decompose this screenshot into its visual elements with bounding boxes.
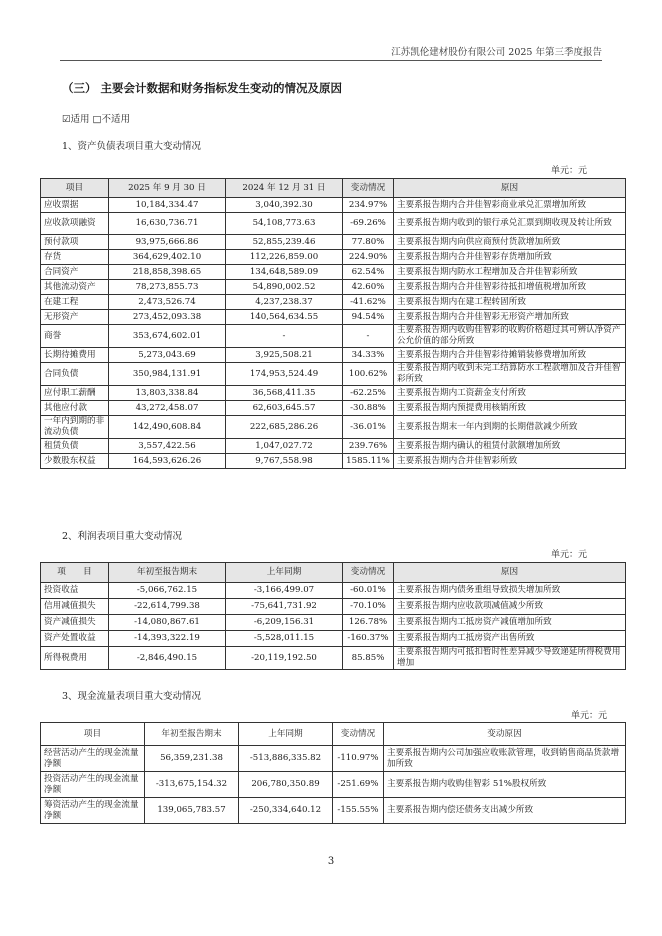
item-cell: 预付款项 xyxy=(41,235,109,250)
prior-value-cell: -20,119,192.50 xyxy=(226,647,343,670)
column-header: 变动情况 xyxy=(333,723,384,746)
change-cell: 34.33% xyxy=(343,348,394,363)
cashflow-table xyxy=(40,722,626,824)
prior-value-cell: 1,047,027.72 xyxy=(226,439,343,454)
item-cell: 少数股东权益 xyxy=(41,454,109,469)
prior-value-cell: 9,767,558.98 xyxy=(226,454,343,469)
current-value-cell: -22,614,799.38 xyxy=(109,599,226,615)
table-row xyxy=(41,348,626,363)
item-cell: 在建工程 xyxy=(41,295,109,310)
table-header-row xyxy=(41,179,626,198)
current-value-cell: 164,593,626.26 xyxy=(109,454,226,469)
income-unit: 单元：元 xyxy=(551,550,588,560)
prior-value-cell: 3,925,508.21 xyxy=(226,348,343,363)
current-value-cell: 350,984,131.91 xyxy=(109,363,226,386)
income-subtitle: 2、利润表项目重大变动情况 xyxy=(62,531,183,542)
table-row xyxy=(41,198,626,213)
prior-value-cell: -75,641,731.92 xyxy=(226,599,343,615)
table-row xyxy=(41,798,626,824)
prior-value-cell: 222,685,286.26 xyxy=(226,416,343,439)
item-cell: 应收款项融资 xyxy=(41,213,109,235)
column-header: 项目 xyxy=(41,179,109,198)
reason-cell: 主要系报告期内合并佳智彩存货增加所致 xyxy=(394,250,626,265)
current-value-cell: 10,184,334.47 xyxy=(109,198,226,213)
reason-cell: 主要系报告期末一年内到期的长期借款减少所致 xyxy=(394,416,626,439)
reason-cell: 主要系报告期内收到的银行承兑汇票到期收现及转让所致 xyxy=(394,213,626,235)
item-cell: 长期待摊费用 xyxy=(41,348,109,363)
prior-value-cell: 54,890,002.52 xyxy=(226,280,343,295)
change-cell: -30.88% xyxy=(343,401,394,416)
current-value-cell: 364,629,402.10 xyxy=(109,250,226,265)
reason-cell: 主要系报告期内预提费用核销所致 xyxy=(394,401,626,416)
reason-cell: 主要系报告期内合并佳智彩无形资产增加所致 xyxy=(394,310,626,325)
item-cell: 应付职工薪酬 xyxy=(41,386,109,401)
prior-value-cell: 52,855,239.46 xyxy=(226,235,343,250)
prior-value-cell: 206,780,350.89 xyxy=(239,772,333,798)
table-row xyxy=(41,599,626,615)
column-header: 变动情况 xyxy=(343,179,394,198)
table-row xyxy=(41,325,626,348)
change-cell: -70.10% xyxy=(343,599,394,615)
change-cell: 100.62% xyxy=(343,363,394,386)
current-value-cell: 5,273,043.69 xyxy=(109,348,226,363)
current-value-cell: -14,393,322.19 xyxy=(109,631,226,647)
item-cell: 信用减值损失 xyxy=(41,599,109,615)
reason-cell: 主要系报告期内偿还债务支出减少所致 xyxy=(384,798,626,824)
column-header: 变动情况 xyxy=(343,563,394,583)
current-value-cell: 16,630,736.71 xyxy=(109,213,226,235)
column-header: 上年同期 xyxy=(226,563,343,583)
change-cell: -62.25% xyxy=(343,386,394,401)
prior-value-cell: 54,108,773.63 xyxy=(226,213,343,235)
change-cell: 85.85% xyxy=(343,647,394,670)
item-cell: 其他流动资产 xyxy=(41,280,109,295)
item-cell: 存货 xyxy=(41,250,109,265)
reason-cell: 主要系报告期内向供应商预付货款增加所致 xyxy=(394,235,626,250)
item-cell: 资产处置收益 xyxy=(41,631,109,647)
current-value-cell: 56,359,231.38 xyxy=(145,746,239,772)
current-value-cell: -14,080,867.61 xyxy=(109,615,226,631)
current-value-cell: 3,557,422.56 xyxy=(109,439,226,454)
prior-value-cell: -5,528,011.15 xyxy=(226,631,343,647)
reason-cell: 主要系报告期内应收款项减值减少所致 xyxy=(394,599,626,615)
change-cell: -41.62% xyxy=(343,295,394,310)
item-cell: 合同负债 xyxy=(41,363,109,386)
change-cell: -155.55% xyxy=(333,798,384,824)
table-row xyxy=(41,647,626,670)
reason-cell: 主要系报告期内工抵房资产减值增加所致 xyxy=(394,615,626,631)
balance-subtitle: 1、资产负债表项目重大变动情况 xyxy=(62,141,202,152)
table-row xyxy=(41,454,626,469)
prior-value-cell: 3,040,392.30 xyxy=(226,198,343,213)
prior-value-cell: 174,953,524.49 xyxy=(226,363,343,386)
column-header: 变动原因 xyxy=(384,723,626,746)
item-cell: 其他应付款 xyxy=(41,401,109,416)
balance-unit: 单元：元 xyxy=(551,166,588,176)
table-row xyxy=(41,213,626,235)
table-row xyxy=(41,439,626,454)
table-header-row xyxy=(41,723,626,746)
table-header-row xyxy=(41,563,626,583)
table-row xyxy=(41,631,626,647)
change-cell: -160.37% xyxy=(343,631,394,647)
header-divider xyxy=(60,60,602,61)
report-header: 江苏凯伦建材股份有限公司 2025 年第三季度报告 xyxy=(391,47,602,58)
current-value-cell: 93,975,666.86 xyxy=(109,235,226,250)
reason-cell: 主要系报告期内可抵扣暂时性差异减少导致递延所得税费用增加 xyxy=(394,647,626,670)
change-cell: -251.69% xyxy=(333,772,384,798)
table-row xyxy=(41,235,626,250)
section-title: （三） 主要会计数据和财务指标发生变动的情况及原因 xyxy=(62,81,343,95)
table-row xyxy=(41,401,626,416)
balance-sheet-table xyxy=(40,178,626,469)
item-cell: 投资收益 xyxy=(41,583,109,599)
change-cell: -110.97% xyxy=(333,746,384,772)
column-header: 2025 年 9 月 30 日 xyxy=(109,179,226,198)
table-row xyxy=(41,416,626,439)
table-row xyxy=(41,295,626,310)
change-cell: 126.78% xyxy=(343,615,394,631)
reason-cell: 主要系报告期内收购佳智彩的收购价格超过其可辨认净资产公允价值的部分所致 xyxy=(394,325,626,348)
current-value-cell: 13,803,338.84 xyxy=(109,386,226,401)
current-value-cell: -5,066,762.15 xyxy=(109,583,226,599)
change-cell: 42.60% xyxy=(343,280,394,295)
table-row xyxy=(41,363,626,386)
reason-cell: 主要系报告期内债务重组导致损失增加所致 xyxy=(394,583,626,599)
current-value-cell: 43,272,458.07 xyxy=(109,401,226,416)
table-row xyxy=(41,583,626,599)
column-header: 项目 xyxy=(41,723,145,746)
table-row xyxy=(41,265,626,280)
column-header: 2024 年 12 月 31 日 xyxy=(226,179,343,198)
reason-cell: 主要系报告期内合并佳智彩待摊销装修费增加所致 xyxy=(394,348,626,363)
change-cell: -60.01% xyxy=(343,583,394,599)
item-cell: 商誉 xyxy=(41,325,109,348)
prior-value-cell: 134,648,589.09 xyxy=(226,265,343,280)
item-cell: 筹资活动产生的现金流量净额 xyxy=(41,798,145,824)
reason-cell: 主要系报告期内收购佳智彩 51%股权所致 xyxy=(384,772,626,798)
item-cell: 投资活动产生的现金流量净额 xyxy=(41,772,145,798)
item-cell: 资产减值损失 xyxy=(41,615,109,631)
item-cell: 合同资产 xyxy=(41,265,109,280)
current-value-cell: 78,273,855.73 xyxy=(109,280,226,295)
column-header: 原因 xyxy=(394,179,626,198)
item-cell: 应收票据 xyxy=(41,198,109,213)
table-row xyxy=(41,310,626,325)
item-cell: 一年内到期的非流动负债 xyxy=(41,416,109,439)
change-cell: - xyxy=(343,325,394,348)
page-number: 3 xyxy=(327,856,335,867)
current-value-cell: -313,675,154.32 xyxy=(145,772,239,798)
table-row xyxy=(41,386,626,401)
prior-value-cell: - xyxy=(226,325,343,348)
change-cell: 94.54% xyxy=(343,310,394,325)
current-value-cell: 273,452,093.38 xyxy=(109,310,226,325)
prior-value-cell: 140,564,634.55 xyxy=(226,310,343,325)
item-cell: 经营活动产生的现金流量净额 xyxy=(41,746,145,772)
prior-value-cell: -3,166,499.07 xyxy=(226,583,343,599)
prior-value-cell: -6,209,156.31 xyxy=(226,615,343,631)
prior-value-cell: 62,603,645.57 xyxy=(226,401,343,416)
column-header: 原因 xyxy=(394,563,626,583)
current-value-cell: 2,473,526.74 xyxy=(109,295,226,310)
prior-value-cell: -513,886,335.82 xyxy=(239,746,333,772)
change-cell: 224.90% xyxy=(343,250,394,265)
column-header: 上年同期 xyxy=(239,723,333,746)
reason-cell: 主要系报告期内确认的租赁付款额增加所致 xyxy=(394,439,626,454)
change-cell: -69.26% xyxy=(343,213,394,235)
prior-value-cell: -250,334,640.12 xyxy=(239,798,333,824)
reason-cell: 主要系报告期内工资薪金支付所致 xyxy=(394,386,626,401)
reason-cell: 主要系报告期内合并佳智彩待抵扣增值税增加所致 xyxy=(394,280,626,295)
column-header: 年初至报告期末 xyxy=(109,563,226,583)
current-value-cell: 353,674,602.01 xyxy=(109,325,226,348)
table-row xyxy=(41,615,626,631)
change-cell: -36.01% xyxy=(343,416,394,439)
table-row xyxy=(41,772,626,798)
item-cell: 无形资产 xyxy=(41,310,109,325)
reason-cell: 主要系报告期内防水工程增加及合并佳智彩所致 xyxy=(394,265,626,280)
current-value-cell: 218,858,398.65 xyxy=(109,265,226,280)
reason-cell: 主要系报告期内合并佳智彩商业承兑汇票增加所致 xyxy=(394,198,626,213)
change-cell: 239.76% xyxy=(343,439,394,454)
reason-cell: 主要系报告期内收到未完工结算防水工程款增加及合并佳智彩所致 xyxy=(394,363,626,386)
prior-value-cell: 4,237,238.37 xyxy=(226,295,343,310)
column-header: 年初至报告期末 xyxy=(145,723,239,746)
current-value-cell: -2,846,490.15 xyxy=(109,647,226,670)
table-row xyxy=(41,250,626,265)
item-cell: 所得税费用 xyxy=(41,647,109,670)
table-row xyxy=(41,746,626,772)
prior-value-cell: 112,226,859.00 xyxy=(226,250,343,265)
reason-cell: 主要系报告期内在建工程转固所致 xyxy=(394,295,626,310)
table-row xyxy=(41,280,626,295)
current-value-cell: 139,065,783.57 xyxy=(145,798,239,824)
applicable-checkbox-line: ☑适用 □不适用 xyxy=(62,114,131,125)
cashflow-subtitle: 3、现金流量表项目重大变动情况 xyxy=(62,691,202,702)
reason-cell: 主要系报告期内工抵房资产出售所致 xyxy=(394,631,626,647)
prior-value-cell: 36,568,411.35 xyxy=(226,386,343,401)
cashflow-unit: 单元：元 xyxy=(571,711,608,721)
item-cell: 租赁负债 xyxy=(41,439,109,454)
reason-cell: 主要系报告期内合并佳智彩所致 xyxy=(394,454,626,469)
change-cell: 234.97% xyxy=(343,198,394,213)
change-cell: 62.54% xyxy=(343,265,394,280)
change-cell: 77.80% xyxy=(343,235,394,250)
change-cell: 1585.11% xyxy=(343,454,394,469)
reason-cell: 主要系报告期内公司加强应收账款管理，收到销售商品货款增加所致 xyxy=(384,746,626,772)
column-header: 项 目 xyxy=(41,563,109,583)
current-value-cell: 142,490,608.84 xyxy=(109,416,226,439)
income-statement-table xyxy=(40,562,626,670)
